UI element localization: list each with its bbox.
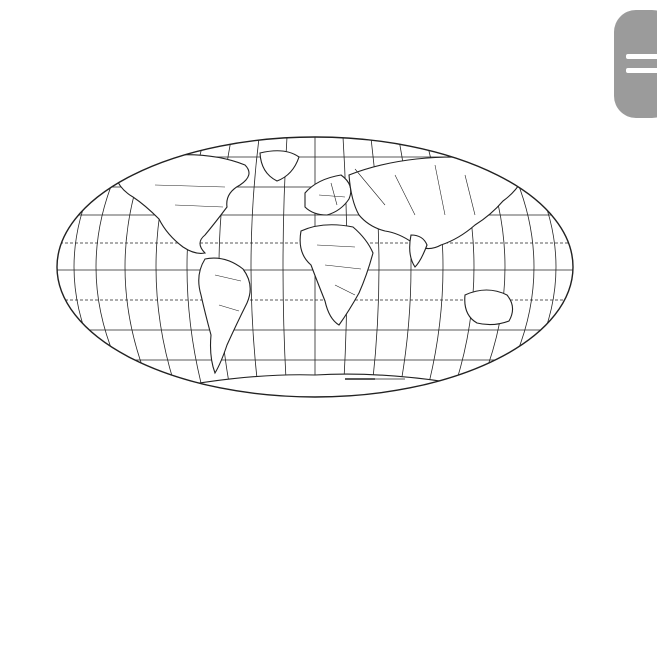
menu-icon-bar-top xyxy=(626,54,657,59)
world-outline-map xyxy=(55,135,575,400)
menu-button[interactable] xyxy=(614,10,657,118)
menu-icon-bar-bottom xyxy=(626,68,657,73)
